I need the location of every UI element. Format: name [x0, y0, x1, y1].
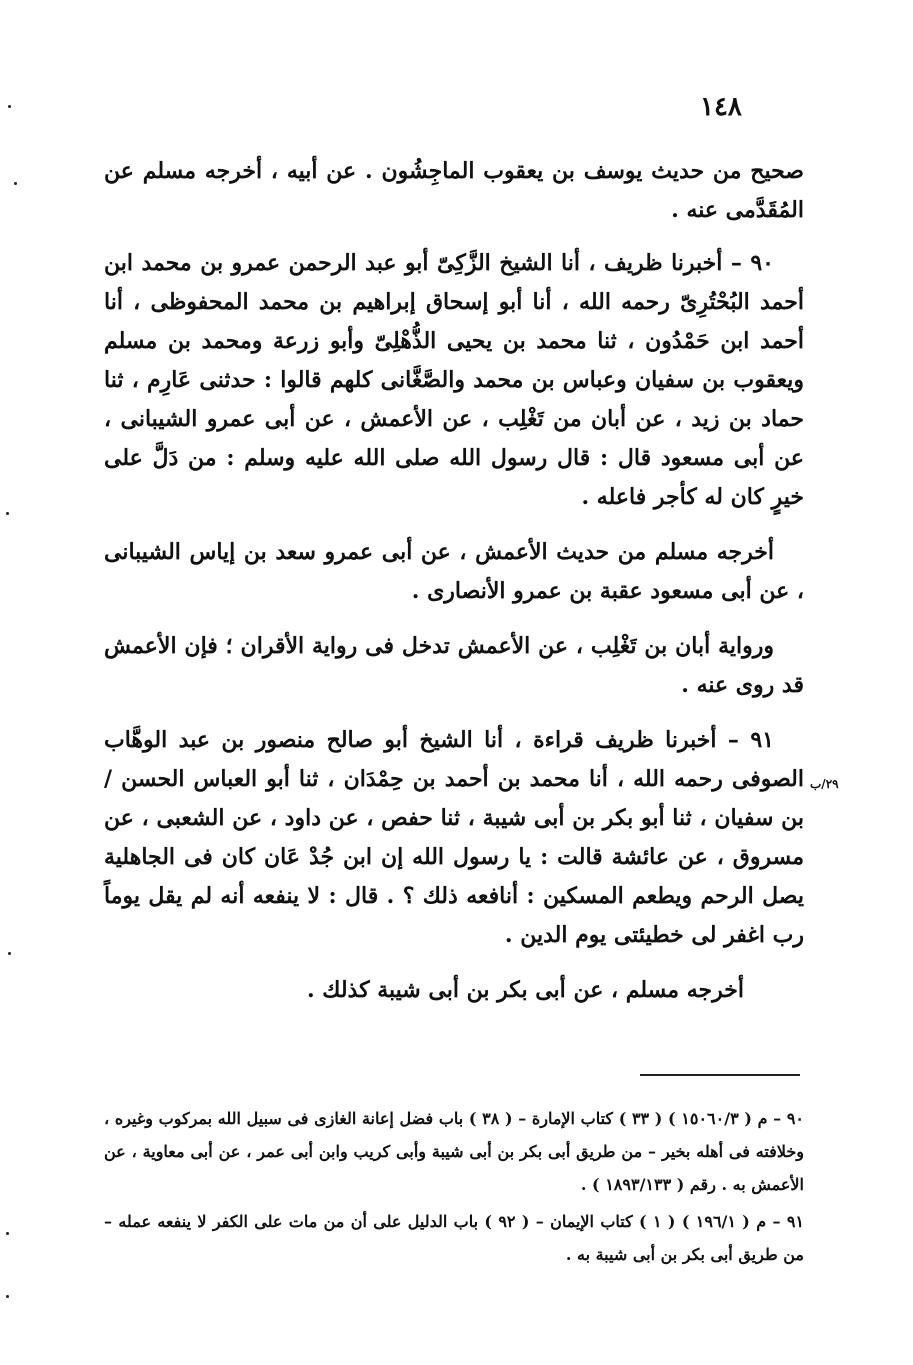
- scan-speck: [8, 952, 11, 955]
- paragraph-hadith-90: ٩٠ – أخبرنا ظريف ، أنا الشيخ الزَّكِىّ أبو عبد الرحمن عمرو بن محمد ابن أحمد البُحْتُرِىّ رحمه الله ، أنا أبو إسحاق إبراهيم بن محمد المحفوظى ، أنا أحمد ابن حَمْدُون ، ثنا محمد بن يحيى الذُّهْلِىّ وأبو زرعة ومحمد بن مسلم ويعقوب بن سفيان وعباس بن محمد والصَّغَّانى كلهم قالوا : حدثنى عَارِم ، ثنا حماد بن زيد ، عن أبان من تَغْلِب ، عن الأعمش ، عن أبى عمرو الشيبانى ، عن أبى مسعود قال : قال رسول الله صلى الله عليه وسلم : من دَلَّ على خيرٍ كان له كأجر فاعله .: [104, 250, 804, 510]
- main-text: [104, 152, 804, 1026]
- paragraph-hadith-91: ٩١ – أخبرنا ظريف قراءة ، أنا الشيخ أبو صالح منصور بن عبد الوهَّاب الصوفى رحمه الله ، أنا محمد بن أحمد بن حِمْدَان ، ثنا أبو العباس الحسن / بن سفيان ، ثنا أبو بكر بن أبى شيبة ، ثنا حفص ، عن داود ، عن الشعبى ، عن مسروق ، عن عائشة قالت : يا رسول الله إن ابن جُدْ عَان كان فى الجاهلية يصل الرحم ويطعم المسكين : أنافعه ذلك ؟ . قال : لا ينفعه أنه لم يقل يوماً رب اغفر لى خطيئتى يوم الدين .: [104, 727, 804, 948]
- paragraph-takhrij-90: أخرجه مسلم من حديث الأعمش ، عن أبى عمرو سعد بن إياس الشيبانى ، عن أبى مسعود عقبة بن عمرو الأنصارى .: [104, 539, 804, 604]
- scan-speck: [6, 1295, 9, 1298]
- footnote-90: ٩٠ – م ( ١٥٠٦٠/٣ ) ( ٣٣ ) كتاب الإمارة – ( ٣٨ ) باب فضل إعانة الغازى فى سبيل الله بمركوب وغيره ، وخلافته فى أهله بخير – من طريق أبى بكر بن أبى شيبة وأبى كريب وابن أبى عمر ، عن أبى معاوية ، عن الأعمش به . رقم ( ١٨٩٣/١٣٣ ) .: [104, 1109, 804, 1194]
- paragraph-takhrij-91: أخرجه مسلم ، عن أبى بكر بن أبى شيبة كذلك .: [306, 977, 744, 1003]
- manuscript-folio-marker: ٢٩/ب: [810, 777, 839, 791]
- scan-speck: [8, 105, 11, 108]
- footnotes: [104, 1102, 804, 1275]
- footnote-divider: [640, 1074, 800, 1076]
- scan-speck: [6, 512, 9, 515]
- page-number: ١٤٨: [700, 92, 742, 122]
- scan-speck: [6, 1232, 9, 1235]
- scan-speck: [14, 182, 17, 185]
- paragraph-riwaya-note: ورواية أبان بن تَغْلِب ، عن الأعمش تدخل فى رواية الأقران ؛ فإن الأعمش قد روى عنه .: [104, 633, 804, 698]
- paragraph-intro: صحيح من حديث يوسف بن يعقوب الماجِشُون . عن أبيه ، أخرجه مسلم عن المُقَدَّمى عنه .: [104, 158, 804, 223]
- footnote-91: ٩١ – م ( ١٩٦/١ ) ( ١ ) كتاب الإيمان – ( ٩٢ ) باب الدليل على أن من مات على الكفر لا ينفعه عمله – من طريق أبى بكر بن أبى شيبة به .: [104, 1212, 805, 1264]
